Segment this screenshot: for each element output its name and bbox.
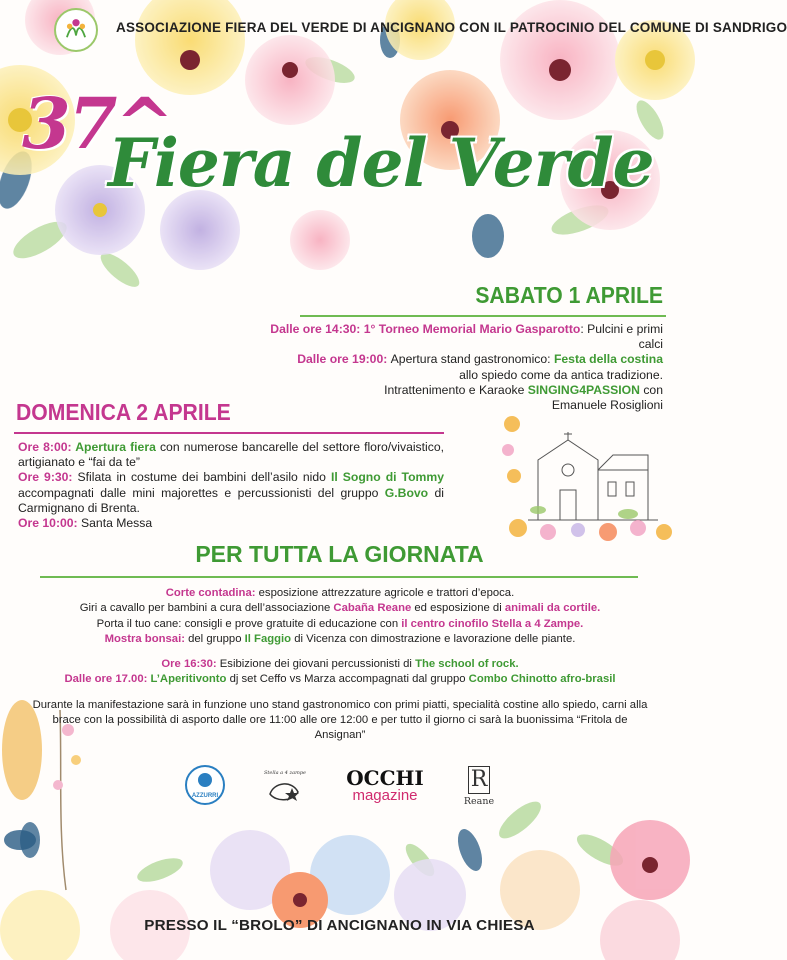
group-name: G.Bovo <box>384 485 429 500</box>
event-name: SINGING4PASSION <box>527 382 640 397</box>
sunday-item-3 <box>18 516 444 531</box>
all-day-program <box>30 586 650 744</box>
event-name: Apertura fiera <box>75 440 156 454</box>
item-text: Porta il tuo cane: consigli e prove gratuite di educazione con <box>96 617 402 630</box>
stella-sponsor-logo <box>262 764 308 810</box>
saturday-program <box>243 322 663 413</box>
church-illustration <box>498 410 674 544</box>
edition-number: 37^ <box>22 82 173 165</box>
item-title: Ore 16:30: <box>161 658 217 671</box>
sunday-item-1 <box>18 440 444 470</box>
saturday-line-4 <box>243 383 663 398</box>
all-day-item <box>30 586 650 601</box>
event-text: Santa Messa <box>81 516 153 531</box>
all-day-heading: PER TUTTA LA GIORNATA <box>195 541 484 567</box>
all-day-item <box>30 672 650 687</box>
event-name: 1° Torneo Memorial Mario Gasparotto <box>363 322 581 336</box>
occhi-magazine-logo <box>340 768 430 804</box>
saturday-line-1 <box>243 322 663 352</box>
item-highlight: il centro cinofilo Stella a 4 Zampe. <box>401 617 584 630</box>
item-highlight: Il Faggio <box>244 632 292 645</box>
item-text: Esibizione dei giovani percussionisti di <box>216 658 416 671</box>
item-title: Dalle ore 17.00: <box>64 673 148 686</box>
item-title: Corte contadina: <box>165 587 256 599</box>
all-day-item <box>30 601 650 616</box>
saturday-heading: SABATO 1 APRILE <box>475 282 663 308</box>
azzurri-text: AZZURRI <box>191 793 219 799</box>
all-day-divider <box>40 576 638 578</box>
reane-logo <box>462 766 496 807</box>
all-day-item <box>30 632 650 647</box>
organizer-line: ASSOCIAZIONE FIERA DEL VERDE DI ANCIGNANO CON IL PATROCINIO DEL COMUNE DI SANDRIGO <box>116 20 787 35</box>
all-day-item <box>30 617 650 632</box>
saturday-divider <box>300 315 666 317</box>
item-text: Giri a cavallo per bambini a cura dell’associazione <box>79 602 334 615</box>
occhi-title: OCCHI <box>346 766 424 790</box>
saturday-line-5: Emanuele Rosiglioni <box>551 398 663 413</box>
event-title: Fiera del Verde <box>108 124 654 202</box>
time-label: Dalle ore 19:00: <box>297 352 391 367</box>
event-text: con <box>639 382 663 397</box>
item-text: dj set Ceffo vs Marza accompagnati dal gruppo <box>226 673 469 686</box>
sunday-divider <box>14 432 444 434</box>
event-text: Sfilata in costume dei bambini dell’asilo nido <box>77 470 331 485</box>
event-name: Festa della costina <box>553 352 663 367</box>
sunday-heading: DOMENICA 2 APRILE <box>16 399 231 425</box>
food-stand-note: Durante la manifestazione sarà in funzione uno stand gastronomico con primi piatti, specialità costine allo spiedo, carni alla brace con la possibilità di asporto dalle ore 11:00 alle ore 12:00 e per tutto il giorno ci sarà la buonissima “Fritola de Ansignan” <box>32 698 648 742</box>
occhi-subtitle: magazine <box>352 787 418 804</box>
time-label: Ore 10:00: <box>18 516 82 531</box>
all-day-item <box>30 657 650 672</box>
event-text: Intrattenimento e Karaoke <box>384 382 528 397</box>
item-highlight: Cabaña Reane <box>333 602 412 615</box>
reane-letter: R <box>468 766 490 794</box>
item-highlight: Combo Chinotto afro-brasil <box>468 673 616 686</box>
item-text: di Vicenza con dimostrazione e lavorazione delle piante. <box>291 632 576 645</box>
item-text: del gruppo <box>184 632 245 645</box>
item-highlight: The school of rock. <box>415 658 519 671</box>
time-label: Dalle ore 14:30: <box>270 322 364 336</box>
sunday-program <box>18 440 444 531</box>
reane-text: Reane <box>463 796 495 807</box>
event-text: di Carmignano di Brenta. <box>18 485 444 515</box>
item-highlight: animali da cortile. <box>504 602 601 615</box>
item-text: esposizione attrezzature agricole e trattori d’epoca. <box>255 587 515 599</box>
item-highlight: L’Aperitivonto <box>150 673 227 686</box>
location-footer: PRESSO IL “BROLO” DI ANCIGNANO IN VIA CHIESA <box>144 917 535 934</box>
item-title: Mostra bonsai: <box>104 632 185 645</box>
event-text: con numerose bancarelle del settore floro/vivaistico, artigianato e “fai da te” <box>18 440 445 470</box>
event-text: Apertura stand gastronomico: <box>390 352 554 367</box>
time-label: Ore 9:30: <box>18 470 78 485</box>
sunday-item-2 <box>18 470 444 516</box>
saturday-line-2 <box>243 352 663 367</box>
saturday-line-3: allo spiedo come da antica tradizione. <box>459 367 663 382</box>
event-text: : Pulcini e primi calci <box>580 322 663 352</box>
azzurri-sponsor-logo <box>184 764 226 806</box>
event-name: Il Sogno di Tommy <box>330 470 444 485</box>
time-label: Ore 8:00: <box>18 440 76 454</box>
stella-text: Stella a 4 zampe <box>263 770 307 776</box>
event-text: accompagnati dalle mini majorettes e percussionisti del gruppo <box>18 485 385 500</box>
association-logo <box>54 8 98 52</box>
item-text: ed esposizione di <box>411 602 505 615</box>
